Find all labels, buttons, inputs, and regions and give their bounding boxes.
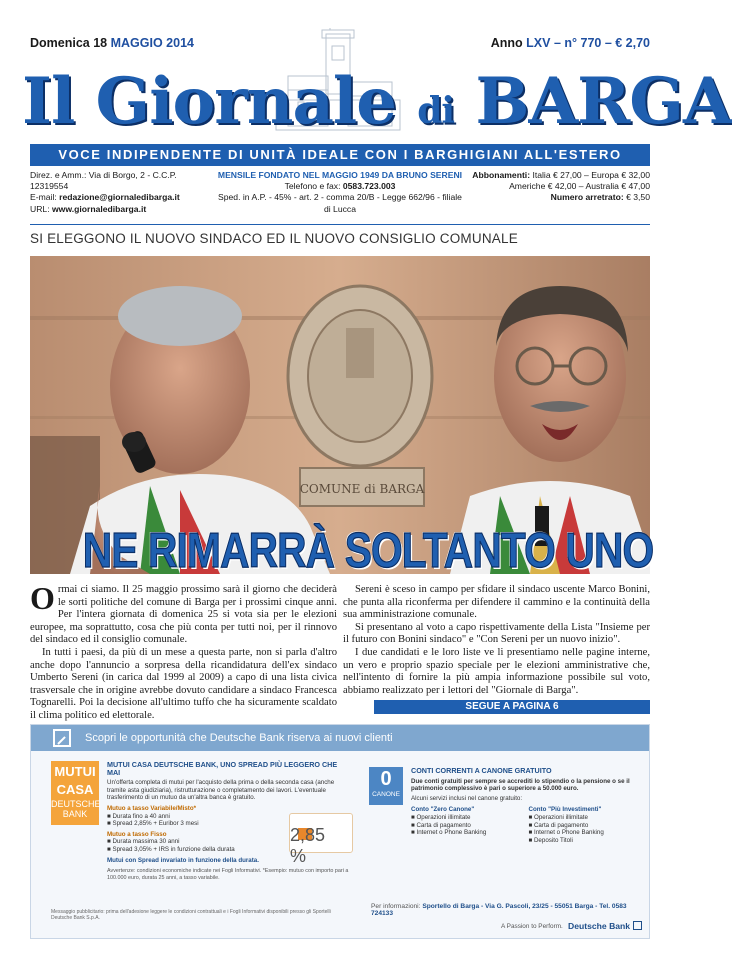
mutui-casa-badge: [51, 761, 99, 825]
article-column-2: [343, 584, 650, 697]
zero-3-text: Internet o Phone Banking: [416, 829, 487, 837]
deutsche-bank-brand: [568, 921, 642, 931]
title-part-3: BARGA: [475, 64, 732, 139]
shipping-line: Sped. in A.P. - 45% - art. 2 - comma 20/B - Legge 662/96 - filiale di Lucca: [218, 192, 462, 214]
issue-number: [491, 36, 650, 50]
account-columns: [411, 806, 636, 844]
ad-contact-text: Sportello di Barga - Via G. Pascoli, 23/25 - 55051 Barga - Tel. 0583 724133: [371, 903, 627, 917]
newspaper-title: [22, 60, 732, 153]
variable-1-text: Durata fino a 40 anni: [112, 812, 170, 820]
title-part-1: Il Giornale: [22, 64, 396, 139]
piu-investimenti-list: [529, 806, 637, 844]
ad-legal-text: Messaggio pubblicitario: prima dell'adesione leggere le condizioni contrattuali e i Fogli Informativi disponibili presso gli Sportelli Deutsche Bank S.p.A.: [51, 909, 331, 921]
inv-item-2: ■ Carta di pagamento: [528, 821, 589, 829]
back-issue-price: € 3,50: [626, 192, 650, 203]
spread-rate-value: 2,85 %: [290, 825, 326, 866]
mutui-line-1: MUTUI: [54, 764, 96, 779]
fixed-2-text: Spread 3,05% + IRS in funzione della durata: [112, 845, 235, 853]
variable-item-2: ■ Spread 2,85% + Euribor 3 mesi: [107, 820, 199, 828]
subs-price-1: Italia € 27,00 – Europa € 32,00: [532, 170, 650, 180]
publication-info: [215, 170, 465, 215]
article-column-1: [30, 580, 337, 723]
inv-item-1: ■ Operazioni illimitate: [528, 813, 588, 821]
account-sub: Alcuni servizi inclusi nel canone gratuito:: [411, 794, 523, 802]
website-link[interactable]: www.giornaledibarga.it: [51, 203, 147, 214]
spread-note: Mutui con Spread invariato in funzione della durata.: [107, 856, 259, 864]
paragraph-1: [30, 580, 337, 647]
main-headline: NE RIMARRÀ SOLTANTO UNO: [82, 524, 654, 578]
email-label: E-mail:: [30, 192, 57, 203]
account-heading: CONTI CORRENTI A CANONE GRATUITO: [411, 766, 552, 775]
masthead: [22, 60, 732, 144]
subs-line-1: [470, 170, 650, 181]
subscription-info: [470, 170, 650, 204]
account-offer-text: [411, 767, 636, 844]
drop-cap: O: [30, 580, 55, 616]
ad-contact: [371, 903, 641, 917]
brand-name: Deutsche Bank: [568, 921, 631, 931]
inv-1-text: Operazioni illimitate: [533, 813, 588, 821]
continue-link[interactable]: SEGUE A PAGINA 6: [374, 700, 650, 714]
deutsche-bank-logo-icon: [53, 729, 71, 747]
issue-prefix: Anno: [490, 36, 523, 50]
phone-line: [215, 181, 465, 192]
zero-1-text: Operazioni illimitate: [416, 813, 471, 821]
inv-item-4: ■ Deposito Titoli: [528, 836, 573, 844]
url-line: [30, 204, 210, 215]
subs-label: Abbonamenti:: [472, 170, 531, 180]
paragraph-5: I due candidati e le loro liste ve li presentiamo nelle pagine interne, un vero e proprio spazio speciale per le elezioni amministrative che, nell'intento di fornire la più ampia informazione possibile sul voto, abbiamo realizzato per i lettori del "Giornale di Barga".: [343, 646, 650, 696]
ad-contact-label: Per informazioni:: [371, 903, 421, 910]
fixed-1-text: Durata massima 30 anni: [112, 838, 180, 846]
phone-number: 0583.723.003: [342, 181, 396, 192]
ad-claim: A Passion to Perform.: [501, 923, 563, 930]
ad-banner: [31, 725, 649, 751]
contact-info: [30, 170, 210, 215]
zero-canone-list: [411, 806, 519, 844]
paragraph-4: Si presentano al voto a capo rispettivamente della Lista "Insieme per il futuro con Bonini sindaco" e "Con Sereni per un nuovo inizio".: [343, 621, 650, 646]
mortgage-heading: MUTUI CASA DEUTSCHE BANK, UNO SPREAD PIÙ LEGGERO CHE MAI: [107, 760, 338, 777]
inv-2-text: Carta di pagamento: [533, 821, 589, 829]
mortgage-footnote: Avvertenze: condizioni economiche indicate nei Fogli Informativi. *Esempio: mutuo con importo pari a 100.000 euro, durata 25 anni, a tasso variabile.: [107, 868, 349, 881]
email-link[interactable]: redazione@giornaledibarga.it: [59, 192, 180, 203]
spread-rate-box: [289, 813, 353, 866]
phone-label: Telefono e fax:: [284, 181, 341, 192]
account-body: Due conti gratuiti per sempre se accrediti lo stipendio o la pensione o se il patrimonio complessivo è pari o superiore a 50.000 euro.: [411, 777, 630, 793]
paragraph-3: Sereni è sceso in campo per sfidare il sindaco uscente Marco Bonini, che punta alla riconferma per difendere il cammino e la continuità della sua amministrazione comunale.: [343, 584, 650, 621]
zero-item-3: ■ Internet o Phone Banking: [411, 829, 487, 837]
variable-2-text: Spread 2,85% + Euribor 3 mesi: [112, 820, 199, 828]
inv-title: Conto "Più Investimenti": [528, 806, 602, 814]
zero-canone-badge: [369, 767, 403, 805]
title-part-2: di: [417, 90, 455, 132]
plaque-text: COMUNE di BARGA: [299, 482, 425, 496]
mortgage-body: Un'offerta completa di mutui per l'acquisto della prima o della seconda casa (anche tramite asta giudiziaria), ristrutturazione o completamento dei lavori. L'eventuale trasferimento di un mutuo da un'altra banca è gratuito.: [107, 779, 335, 802]
fixed-item-2: ■ Spread 3,05% + IRS in funzione della durata: [107, 845, 235, 853]
zero-title: Conto "Zero Canone": [411, 806, 475, 814]
paragraph-1-text: rmai ci siamo. Il 25 maggio prossimo sarà il giorno che deciderà le sorti politiche del comune di Barga per i prossimi cinque anni. Per l'intera giornata di domenica 25 si vota sia per le elezioni europee, ma soprattutto, cosa che più conta per tutti noi, per il rinnovo del sindaco ed il consiglio comunale.: [30, 584, 337, 646]
zero-2-text: Carta di pagamento: [416, 821, 471, 829]
deutsche-bank-ad: [30, 724, 650, 939]
mutui-line-2: CASA: [56, 782, 94, 797]
inv-item-3: ■ Internet o Phone Banking: [528, 829, 604, 837]
variable-item-1: ■ Durata fino a 40 anni: [107, 812, 170, 820]
mutui-line-3: DEUTSCHE BANK: [51, 799, 101, 819]
subs-price-2: Americhe € 42,00 – Australia € 47,00: [509, 181, 650, 192]
masthead-tagline: VOCE INDIPENDENTE DI UNITÀ IDEALE CON I BARGHIGIANI ALL'ESTERO: [30, 144, 650, 166]
variable-title: Mutuo a tasso Variabile/Misto*: [107, 804, 197, 812]
founded-line: MENSILE FONDATO NEL MAGGIO 1949 DA BRUNO SERENI: [217, 170, 463, 180]
paragraph-2: In tutti i paesi, da più di un mese a questa parte, non si parla d'altro anche dopo l'annuncio a sorpresa della ricandidatura dell'ex sindaco Umberto Sereni (in carica dal 1999 al 2009) a capo di una lista civica trasversale che in origine avrebbe dovuto candidare a sindaco Francesca Tognarelli. Poi la decisione all'ultimo tuffo che ha sicuramente scaldato il clima politico ed elettorale.: [30, 646, 337, 721]
ad-banner-text: Scopri le opportunità che Deutsche Bank riserva ai nuovi clienti: [85, 732, 393, 744]
article-kicker: SI ELEGGONO IL NUOVO SINDACO ED IL NUOVO CONSIGLIO COMUNALE: [30, 231, 518, 246]
address: Direz. e Amm.: Via di Borgo, 2 - C.C.P. 12319554: [30, 170, 177, 192]
fixed-title: Mutuo a tasso Fisso: [107, 830, 167, 838]
inv-3-text: Internet o Phone Banking: [533, 829, 604, 837]
zero-item-1: ■ Operazioni illimitate: [411, 813, 471, 821]
fixed-item-1: ■ Durata massima 30 anni: [107, 838, 180, 846]
url-label: URL:: [30, 203, 50, 214]
issue-date: [30, 36, 194, 50]
back-issue-label: Numero arretrato:: [550, 192, 624, 203]
canone-label: CANONE: [372, 791, 400, 798]
issue-info: LXV – n° 770 – € 2,70: [526, 36, 650, 50]
email-line: [30, 192, 210, 203]
deutsche-bank-mark-icon: [633, 921, 642, 930]
date-month-year: MAGGIO 2014: [110, 36, 194, 50]
date-day: Domenica 18: [30, 36, 108, 50]
inv-4-text: Deposito Titoli: [533, 836, 573, 844]
canone-zero: 0: [380, 768, 392, 790]
divider: [30, 224, 650, 225]
back-issue-line: [470, 192, 650, 203]
zero-item-2: ■ Carta di pagamento: [411, 821, 471, 829]
